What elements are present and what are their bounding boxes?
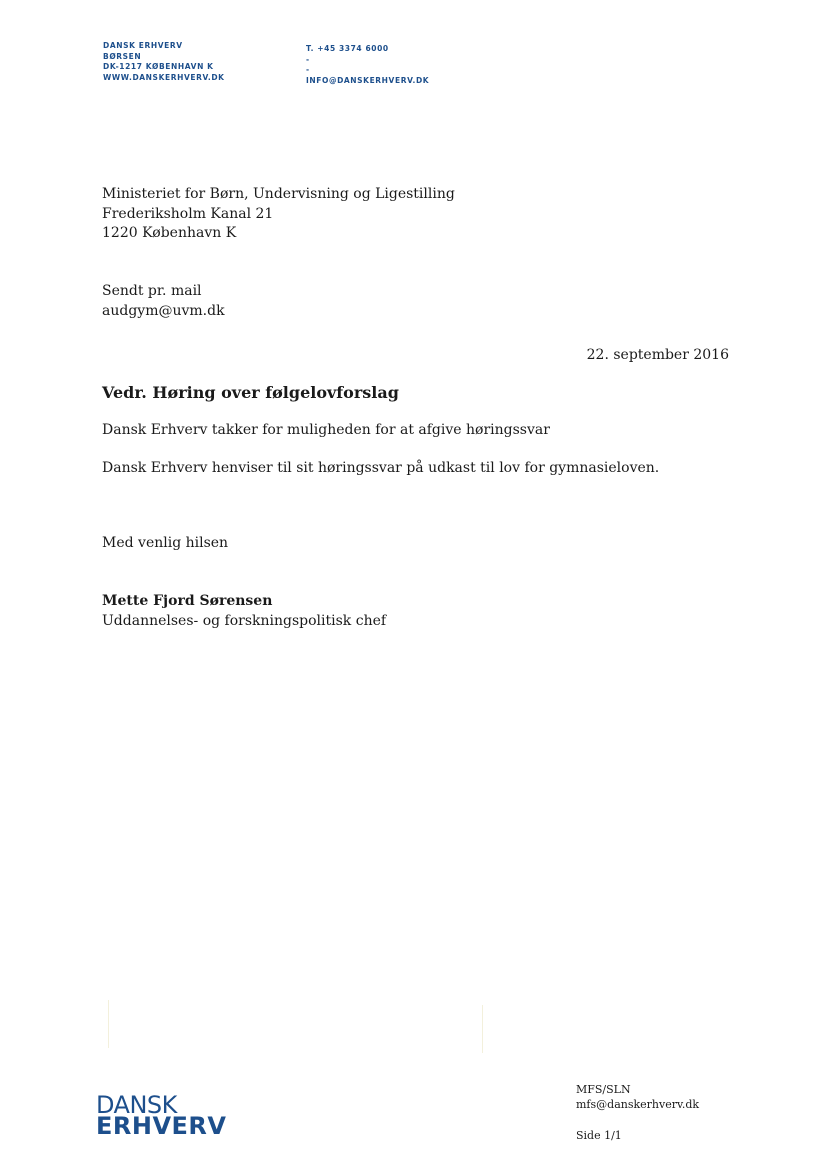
recipient-address [102,185,455,244]
footer-contact [576,1082,699,1112]
company-logo [96,1091,227,1140]
letterhead-postal: DK-1217 KØBENHAVN K [103,62,214,71]
signature-name: Mette Fjord Sørensen [102,593,273,609]
letter-subject: Vedr. Høring over følgelovforslag [102,383,399,402]
sent-info [102,282,225,321]
letterhead-phone: T. +45 3374 6000 [306,44,389,53]
sent-email: audgym@uvm.dk [102,302,225,319]
recipient-city: 1220 København K [102,225,237,241]
logo-line-2: ERHVERV [96,1112,227,1140]
letterhead-website: WWW.DANSKERHVERV.DK [103,72,225,82]
paragraph-1: Dansk Erhverv takker for muligheden for at afgive høringssvar [102,422,550,438]
logo-line-1: DANSK [96,1091,177,1119]
recipient-name: Ministeriet for Børn, Undervisning og Ligestilling [102,186,455,202]
sent-method: Sendt pr. mail [102,283,202,299]
signature-title: Uddannelses- og forskningspolitisk chef [102,613,387,629]
letterhead-email: INFO@DANSKERHVERV.DK [306,75,430,85]
scan-artifact [108,1000,109,1048]
page-number: Side 1/1 [576,1129,622,1142]
footer-email: mfs@danskerhverv.dk [576,1098,700,1111]
letter-date: 22. september 2016 [586,347,729,363]
paragraph-2: Dansk Erhverv henviser til sit høringssvar på udkast til lov for gymnasieloven. [102,460,660,476]
letterhead-address [103,41,225,83]
letterhead-company: DANSK ERHVERV [103,41,183,50]
letterhead-blank-1: - [306,54,310,64]
letterhead-blank-2: - [306,65,310,74]
footer-reference: MFS/SLN [576,1083,631,1096]
letterhead-contact [306,44,429,86]
letterhead-building: BØRSEN [103,51,142,61]
scan-artifact [482,1005,483,1053]
closing: Med venlig hilsen [102,535,229,551]
recipient-street: Frederiksholm Kanal 21 [102,205,274,222]
